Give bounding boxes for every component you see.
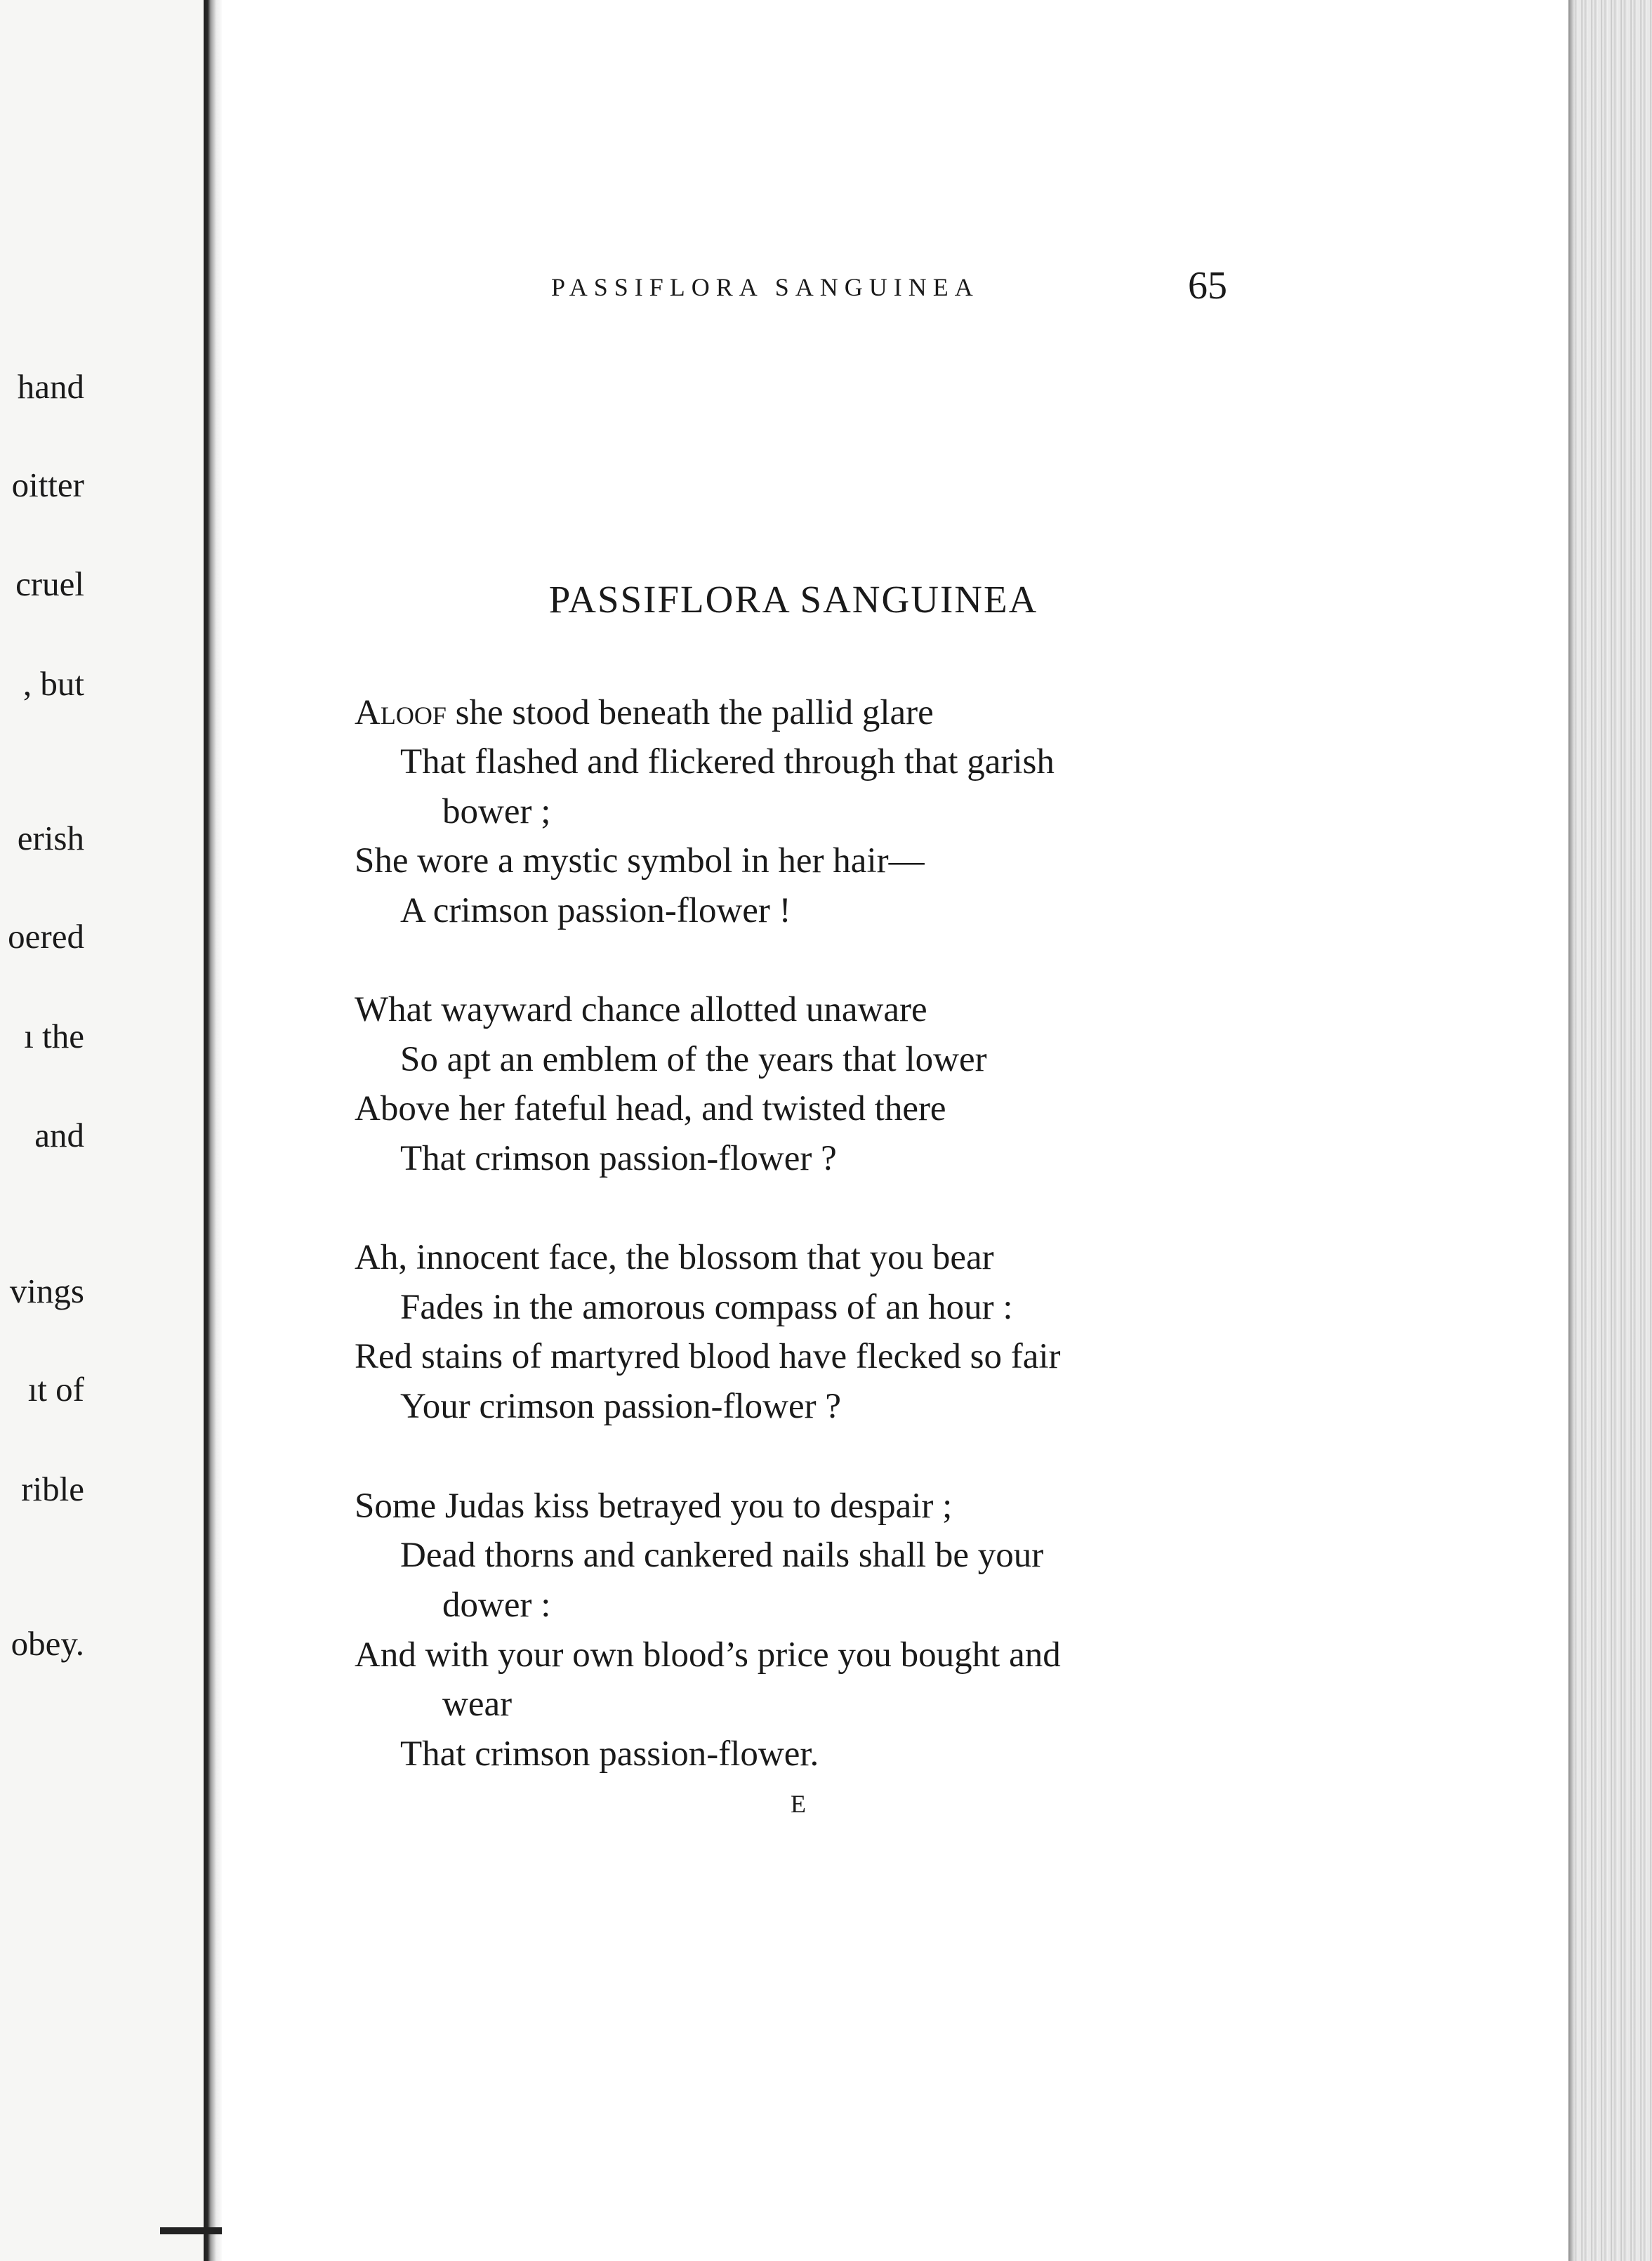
poem-line: And with your own blood’s price you bought and [355,1635,1061,1675]
poem-title: PASSIFLORA SANGUINEA [548,578,1038,621]
poem-line: bower ; [442,792,551,831]
left-page-fragment: erish [17,819,84,857]
left-page [0,0,204,2261]
left-page-fragment: vings [9,1272,84,1310]
poem-line: That flashed and flickered through that garish [400,742,1055,782]
poem-line: Some Judas kiss betrayed you to despair ; [355,1487,953,1526]
left-page-fragment: oered [8,917,84,956]
poem-line: dower : [442,1586,551,1625]
left-page-fragment: , but [22,664,84,703]
poem-line: Fades in the amorous compass of an hour : [400,1288,1013,1327]
poem-line: Above her fateful head, and twisted there [355,1089,946,1128]
poem-line-text: she stood beneath the pallid glare [446,693,934,732]
left-page-fragment: and [34,1116,84,1154]
poem-line: That crimson passion-flower ? [400,1139,837,1178]
book-gutter [204,0,222,2261]
signature-mark: E [791,1790,806,1818]
page-number: 65 [1188,264,1227,308]
right-page [222,0,1568,2261]
poem-line: Dead thorns and cankered nails shall be your [400,1536,1044,1575]
gutter-shadow [160,2227,223,2234]
book-page-edges [1568,0,1652,2261]
left-page-fragment: hand [17,367,84,406]
running-head: PASSIFLORA SANGUINEA [551,273,979,301]
left-page-fragment: oitter [11,466,84,504]
poem-line: What wayward chance allotted unaware [355,990,927,1029]
left-page-fragment: rible [21,1470,84,1508]
opening-word: Aloof [355,693,447,732]
left-page-fragment: obey. [11,1624,84,1663]
poem-line: She wore a mystic symbol in her hair— [355,841,925,881]
poem-line: Your crimson passion-flower ? [400,1387,841,1426]
left-page-fragment: cruel [15,565,84,603]
poem-line: wear [442,1685,513,1724]
poem-line: So apt an emblem of the years that lower [400,1040,987,1079]
left-page-fragment: ı the [24,1017,84,1055]
left-page-fragment: ıt of [27,1370,84,1409]
poem-line [355,695,934,731]
poem-line: A crimson passion-flower ! [400,891,791,930]
poem-line: That crimson passion-flower. [400,1734,819,1774]
book-edge-shadow [1568,0,1574,2261]
poem-line: Red stains of martyred blood have flecked so fair [355,1337,1061,1376]
poem-line: Ah, innocent face, the blossom that you bear [355,1238,994,1277]
